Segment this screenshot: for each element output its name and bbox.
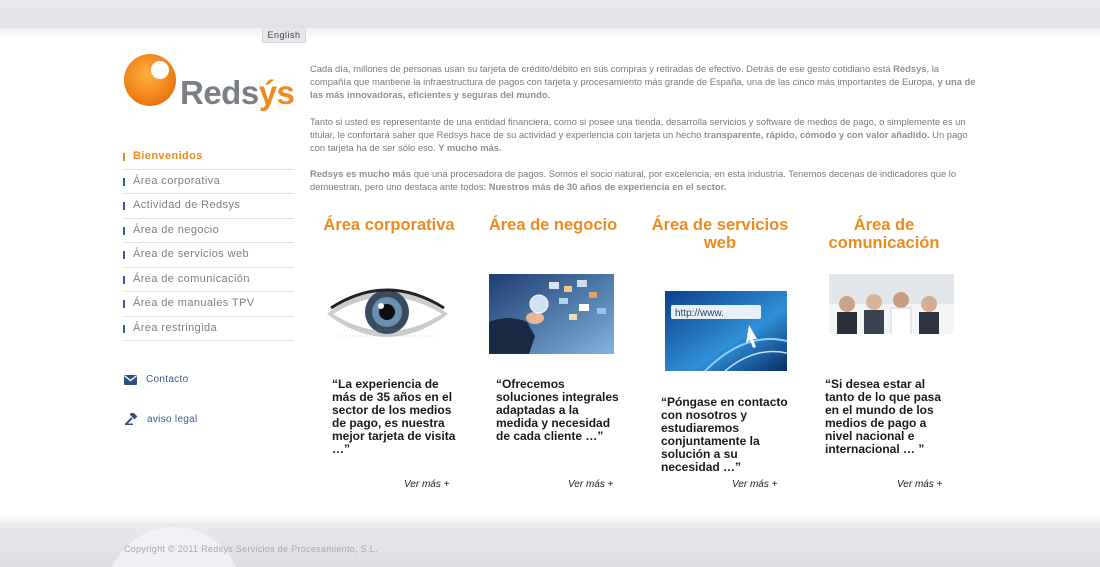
card-title[interactable]: Área de servicios web (651, 216, 789, 252)
top-bar (0, 0, 1100, 28)
card-quote: “Si desea estar al tanto de lo que pasa en el mundo de los medios de pago a nivel nacional e internacional … ” (825, 377, 942, 456)
copyright-text: Copyright © 2011 Redsys Servicios de Procesamiento, S.L. (124, 544, 378, 554)
intro-paragraph-1: Cada día, millones de personas usan su tarjeta de crédito/débito en sus compras y retiradas de efectivo. Detrás de ese gesto cotidiano está Redsys, la compañía que mantiene la infraestructura de pagos con tarjeta y procesamiento más grande de España, una de las cinco más importantes de Europa, y una de las más innovadoras, eficientes y seguras del mundo. (310, 63, 976, 101)
card-quote: “Ofrecemos soluciones integrales adaptadas a la medida y necesidad de cada cliente …” (496, 377, 619, 443)
card-area-servicios-web (645, 216, 795, 490)
business-hand-image[interactable] (489, 274, 614, 354)
see-more-link[interactable]: Ver más + (568, 479, 614, 490)
sidebar-nav (123, 145, 294, 341)
eye-image[interactable] (325, 274, 450, 354)
gavel-icon (124, 413, 138, 425)
card-title[interactable]: Área de negocio (488, 216, 618, 234)
intro-paragraph-3: Redsys es mucho más que una procesadora de pagos. Somos el socio natural, por excelencia, en esta industria. Tenemos decenas de indicadores que lo demuestran, pero uno destaca ante todos: Nuestros más de 30 años de experiencia en el sector. (310, 168, 957, 193)
language-switch-button[interactable]: English (262, 28, 306, 43)
logo-sun-icon (123, 52, 179, 108)
legal-notice-link[interactable] (124, 413, 198, 425)
card-title[interactable]: Área corporativa (323, 216, 455, 234)
card-area-comunicacion (809, 216, 959, 490)
footer-top-shade (0, 515, 1100, 523)
contact-link[interactable] (124, 374, 188, 385)
sidebar-item-bienvenidos[interactable]: Bienvenidos (123, 145, 294, 170)
web-image-address-text: http://www. (675, 308, 724, 319)
see-more-link[interactable]: Ver más + (404, 479, 450, 490)
see-more-link[interactable]: Ver más + (732, 479, 778, 490)
logo-wordmark: Redsýs (180, 74, 295, 111)
contact-label: Contacto (146, 374, 189, 385)
redsys-logo[interactable] (123, 52, 298, 114)
sidebar-item-area-comunicacion[interactable]: Área de comunicación (123, 268, 294, 293)
intro-paragraph-2: Tanto si usted es representante de una entidad financiera, como si posee una tienda, desarrolla servicios y software de medios de pago, o simplemente es un titular, le confortará saber que Redsys hace de su actividad y experiencia con tarjeta un hecho transparente, rápido, cómodo y con valor añadido. Un pago con tarjeta ha de ser sólo eso. Y mucho más. (310, 115, 968, 154)
see-more-link[interactable]: Ver más + (897, 479, 943, 490)
card-quote: “Póngase en contacto con nosotros y estudiaremos conjuntamente la solución a su necesidad …” (661, 395, 788, 474)
sidebar-item-area-manuales-tpv[interactable]: Área de manuales TPV (123, 292, 294, 317)
meeting-image[interactable] (829, 274, 954, 354)
card-area-corporativa (314, 216, 464, 490)
envelope-icon (124, 375, 137, 385)
legal-notice-label: aviso legal (147, 413, 198, 425)
sidebar-item-area-servicios-web[interactable]: Área de servicios web (123, 243, 294, 268)
sidebar-item-area-negocio[interactable]: Área de negocio (123, 219, 294, 244)
top-bar-shadow (0, 28, 1100, 38)
sidebar-item-area-restringida[interactable]: Área restringida (123, 317, 294, 342)
intro-text (310, 62, 982, 207)
card-area-negocio (478, 216, 628, 490)
sidebar-item-area-corporativa[interactable]: Área corporativa (123, 170, 294, 195)
web-browser-image[interactable] (665, 291, 787, 371)
card-title[interactable]: Área de comunicación (828, 216, 940, 252)
card-quote: “La experiencia de más de 35 años en el sector de los medios de pago, es nuestra mejor tarjeta de visita …” (332, 377, 456, 456)
sidebar-item-actividad-redsys[interactable]: Actividad de Redsys (123, 194, 294, 219)
